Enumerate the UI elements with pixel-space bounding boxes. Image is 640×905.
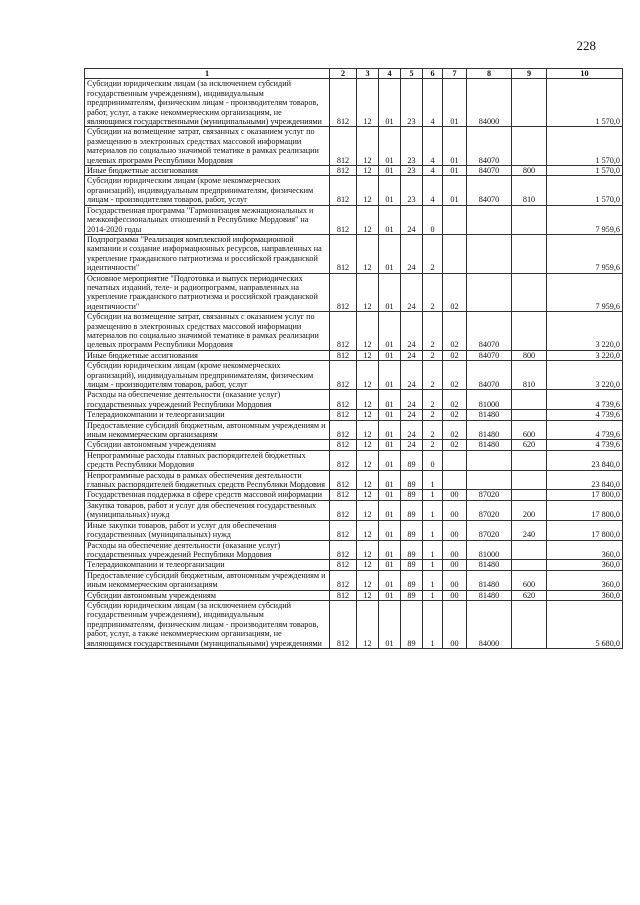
cell-event-code: 02	[443, 312, 467, 351]
cell-expense-type-code	[512, 540, 547, 560]
cell-subsection-code: 01	[379, 205, 401, 234]
cell-amount: 360,0	[547, 590, 623, 600]
cell-subsection-code: 01	[379, 176, 401, 205]
header-row	[85, 69, 623, 79]
table-row	[85, 205, 623, 234]
cell-ministry-code: 812	[330, 540, 357, 560]
cell-subprogram-code: 1	[423, 470, 443, 490]
cell-subprogram-code: 1	[423, 560, 443, 570]
cell-event-code	[443, 234, 467, 273]
cell-subprogram-code: 2	[423, 420, 443, 440]
cell-event-code: 00	[443, 540, 467, 560]
cell-expense-type-code	[512, 127, 547, 166]
cell-ministry-code: 812	[330, 560, 357, 570]
cell-program-code: 23	[401, 79, 423, 127]
table-row	[85, 176, 623, 205]
cell-subprogram-code: 2	[423, 440, 443, 450]
cell-section-code: 12	[357, 234, 379, 273]
cell-direction-code	[467, 205, 512, 234]
cell-item-name: Субсидии юридическим лицам (кроме некоммерческих организаций), индивидуальным предпринимателям, физическим лицам - производителям товаров, работ, услуг	[85, 361, 330, 390]
table-row	[85, 350, 623, 360]
cell-expense-type-code	[512, 234, 547, 273]
cell-event-code: 02	[443, 390, 467, 410]
header-cell-3: 3	[357, 69, 379, 79]
cell-program-code: 24	[401, 205, 423, 234]
cell-ministry-code: 812	[330, 273, 357, 312]
cell-ministry-code: 812	[330, 350, 357, 360]
cell-direction-code: 84000	[467, 600, 512, 648]
cell-direction-code: 81000	[467, 390, 512, 410]
cell-event-code: 02	[443, 361, 467, 390]
cell-expense-type-code: 200	[512, 500, 547, 520]
cell-expense-type-code	[512, 79, 547, 127]
cell-subsection-code: 01	[379, 540, 401, 560]
cell-item-name: Государственная поддержка в сфере средств массовой информации	[85, 490, 330, 500]
cell-subsection-code: 01	[379, 450, 401, 470]
table-body	[85, 79, 623, 649]
cell-amount: 360,0	[547, 540, 623, 560]
cell-event-code: 00	[443, 560, 467, 570]
cell-subprogram-code: 1	[423, 490, 443, 500]
cell-section-code: 12	[357, 390, 379, 410]
cell-section-code: 12	[357, 600, 379, 648]
cell-subprogram-code: 4	[423, 176, 443, 205]
cell-subsection-code: 01	[379, 420, 401, 440]
table-row	[85, 570, 623, 590]
cell-program-code: 24	[401, 234, 423, 273]
cell-subsection-code: 01	[379, 440, 401, 450]
cell-subsection-code: 01	[379, 234, 401, 273]
cell-program-code: 89	[401, 560, 423, 570]
cell-ministry-code: 812	[330, 490, 357, 500]
cell-subprogram-code: 2	[423, 273, 443, 312]
cell-subsection-code: 01	[379, 500, 401, 520]
cell-subsection-code: 01	[379, 79, 401, 127]
cell-subprogram-code: 1	[423, 590, 443, 600]
cell-expense-type-code: 240	[512, 520, 547, 540]
header-cell-10: 10	[547, 69, 623, 79]
table-row	[85, 540, 623, 560]
cell-program-code: 89	[401, 520, 423, 540]
cell-expense-type-code: 600	[512, 570, 547, 590]
cell-direction-code: 87020	[467, 520, 512, 540]
table-row	[85, 234, 623, 273]
cell-direction-code	[467, 470, 512, 490]
cell-expense-type-code	[512, 390, 547, 410]
cell-item-name: Субсидии автономным учреждениям	[85, 590, 330, 600]
cell-section-code: 12	[357, 490, 379, 500]
cell-event-code: 00	[443, 500, 467, 520]
cell-section-code: 12	[357, 127, 379, 166]
cell-section-code: 12	[357, 520, 379, 540]
cell-expense-type-code: 620	[512, 590, 547, 600]
cell-subprogram-code: 2	[423, 410, 443, 420]
cell-program-code: 24	[401, 361, 423, 390]
cell-direction-code: 81480	[467, 420, 512, 440]
cell-ministry-code: 812	[330, 234, 357, 273]
table-row	[85, 166, 623, 176]
cell-section-code: 12	[357, 166, 379, 176]
cell-direction-code: 81480	[467, 440, 512, 450]
cell-subsection-code: 01	[379, 590, 401, 600]
cell-program-code: 24	[401, 390, 423, 410]
cell-program-code: 89	[401, 490, 423, 500]
cell-ministry-code: 812	[330, 590, 357, 600]
cell-section-code: 12	[357, 420, 379, 440]
cell-direction-code: 84000	[467, 79, 512, 127]
cell-ministry-code: 812	[330, 361, 357, 390]
cell-direction-code: 81480	[467, 570, 512, 590]
cell-direction-code: 87020	[467, 490, 512, 500]
cell-amount: 4 739,6	[547, 390, 623, 410]
cell-ministry-code: 812	[330, 79, 357, 127]
cell-direction-code: 84070	[467, 350, 512, 360]
cell-event-code	[443, 450, 467, 470]
cell-ministry-code: 812	[330, 127, 357, 166]
table-row	[85, 312, 623, 351]
header-cell-1: 1	[85, 69, 330, 79]
cell-item-name: Предоставление субсидий бюджетным, автономным учреждениям и иным некоммерческим организациям	[85, 570, 330, 590]
cell-direction-code: 81480	[467, 590, 512, 600]
cell-item-name: Иные закупки товаров, работ и услуг для обеспечения государственных (муниципальных) нужд	[85, 520, 330, 540]
cell-expense-type-code	[512, 470, 547, 490]
cell-expense-type-code	[512, 410, 547, 420]
cell-ministry-code: 812	[330, 312, 357, 351]
cell-subprogram-code: 0	[423, 205, 443, 234]
cell-direction-code: 81480	[467, 410, 512, 420]
cell-program-code: 24	[401, 420, 423, 440]
table-row	[85, 600, 623, 648]
cell-event-code: 02	[443, 410, 467, 420]
cell-amount: 1 570,0	[547, 79, 623, 127]
header-cell-6: 6	[423, 69, 443, 79]
cell-amount: 3 220,0	[547, 312, 623, 351]
cell-subsection-code: 01	[379, 312, 401, 351]
cell-subsection-code: 01	[379, 520, 401, 540]
cell-direction-code	[467, 273, 512, 312]
cell-direction-code: 84070	[467, 361, 512, 390]
cell-direction-code: 81000	[467, 540, 512, 560]
cell-section-code: 12	[357, 312, 379, 351]
cell-program-code: 24	[401, 350, 423, 360]
cell-direction-code	[467, 450, 512, 470]
cell-ministry-code: 812	[330, 176, 357, 205]
cell-program-code: 89	[401, 570, 423, 590]
header-cell-8: 8	[467, 69, 512, 79]
cell-direction-code: 81480	[467, 560, 512, 570]
cell-item-name: Субсидии юридическим лицам (кроме некоммерческих организаций), индивидуальным предпринимателям, физическим лицам - производителям товаров, работ, услуг	[85, 176, 330, 205]
cell-event-code: 02	[443, 350, 467, 360]
cell-section-code: 12	[357, 410, 379, 420]
cell-item-name: Расходы на обеспечение деятельности (оказание услуг) государственных учреждений Республики Мордовия	[85, 540, 330, 560]
cell-section-code: 12	[357, 361, 379, 390]
cell-amount: 7 959,6	[547, 234, 623, 273]
cell-section-code: 12	[357, 450, 379, 470]
cell-expense-type-code	[512, 600, 547, 648]
cell-program-code: 89	[401, 600, 423, 648]
cell-item-name: Закупка товаров, работ и услуг для обеспечения государственных (муниципальных) нужд	[85, 500, 330, 520]
cell-direction-code: 87020	[467, 500, 512, 520]
cell-amount: 23 840,0	[547, 450, 623, 470]
cell-ministry-code: 812	[330, 166, 357, 176]
cell-amount: 3 220,0	[547, 361, 623, 390]
cell-item-name: Основное мероприятие "Подготовка и выпуск периодических печатных изданий, теле- и радиопрограмм, направленных на укрепление гражданского патриотизма и российской гражданской идентичности"	[85, 273, 330, 312]
cell-amount: 360,0	[547, 570, 623, 590]
cell-subprogram-code: 4	[423, 79, 443, 127]
cell-amount: 360,0	[547, 560, 623, 570]
cell-program-code: 89	[401, 500, 423, 520]
cell-amount: 7 959,6	[547, 273, 623, 312]
cell-item-name: Телерадиокомпании и телеорганизации	[85, 560, 330, 570]
cell-item-name: Субсидии юридическим лицам (за исключением субсидий государственным учреждениям), индивидуальным предпринимателям, физическим лицам - производителям товаров, работ, услуг, а также некоммерческим организациям, не являющимся государственными (муниципальными) учреждениями	[85, 79, 330, 127]
cell-expense-type-code	[512, 312, 547, 351]
cell-subsection-code: 01	[379, 470, 401, 490]
cell-event-code	[443, 470, 467, 490]
table-row	[85, 127, 623, 166]
cell-subprogram-code: 2	[423, 361, 443, 390]
cell-expense-type-code: 620	[512, 440, 547, 450]
table-row	[85, 79, 623, 127]
cell-subprogram-code: 4	[423, 166, 443, 176]
header-cell-5: 5	[401, 69, 423, 79]
cell-amount: 17 800,0	[547, 490, 623, 500]
cell-ministry-code: 812	[330, 205, 357, 234]
cell-subprogram-code: 1	[423, 500, 443, 520]
cell-direction-code: 84070	[467, 312, 512, 351]
cell-item-name: Государственная программа "Гармонизация межнациональных и межконфессиональных отношений в Республике Мордовия" на 2014-2020 годы	[85, 205, 330, 234]
header-cell-2: 2	[330, 69, 357, 79]
cell-section-code: 12	[357, 470, 379, 490]
cell-event-code: 00	[443, 590, 467, 600]
cell-event-code: 02	[443, 440, 467, 450]
cell-subsection-code: 01	[379, 127, 401, 166]
cell-program-code: 23	[401, 166, 423, 176]
cell-section-code: 12	[357, 273, 379, 312]
cell-item-name: Подпрограмма "Реализация комплексной информационной кампании и создание информационных ресурсов, направленных на укрепление гражданского патриотизма и российской гражданской идентичности"	[85, 234, 330, 273]
cell-event-code: 01	[443, 176, 467, 205]
cell-direction-code: 84070	[467, 166, 512, 176]
table-row	[85, 440, 623, 450]
cell-subprogram-code: 1	[423, 540, 443, 560]
cell-ministry-code: 812	[330, 520, 357, 540]
budget-table	[84, 68, 623, 649]
cell-subsection-code: 01	[379, 600, 401, 648]
cell-ministry-code: 812	[330, 570, 357, 590]
table-row	[85, 361, 623, 390]
cell-expense-type-code: 800	[512, 166, 547, 176]
cell-section-code: 12	[357, 440, 379, 450]
cell-event-code: 00	[443, 490, 467, 500]
cell-subsection-code: 01	[379, 570, 401, 590]
cell-item-name: Предоставление субсидий бюджетным, автономным учреждениям и иным некоммерческим организациям	[85, 420, 330, 440]
cell-subsection-code: 01	[379, 560, 401, 570]
cell-event-code: 00	[443, 600, 467, 648]
cell-subprogram-code: 2	[423, 350, 443, 360]
cell-subsection-code: 01	[379, 410, 401, 420]
cell-expense-type-code: 800	[512, 350, 547, 360]
cell-item-name: Субсидии автономным учреждениям	[85, 440, 330, 450]
cell-section-code: 12	[357, 79, 379, 127]
cell-event-code: 00	[443, 570, 467, 590]
cell-ministry-code: 812	[330, 470, 357, 490]
cell-ministry-code: 812	[330, 420, 357, 440]
cell-section-code: 12	[357, 570, 379, 590]
cell-direction-code: 84070	[467, 127, 512, 166]
cell-section-code: 12	[357, 205, 379, 234]
cell-program-code: 23	[401, 176, 423, 205]
cell-direction-code: 84070	[467, 176, 512, 205]
cell-section-code: 12	[357, 540, 379, 560]
cell-expense-type-code	[512, 273, 547, 312]
cell-event-code: 02	[443, 420, 467, 440]
cell-ministry-code: 812	[330, 450, 357, 470]
cell-item-name: Иные бюджетные ассигнования	[85, 350, 330, 360]
cell-subprogram-code: 1	[423, 520, 443, 540]
cell-program-code: 24	[401, 273, 423, 312]
cell-event-code: 00	[443, 520, 467, 540]
cell-program-code: 23	[401, 127, 423, 166]
cell-expense-type-code	[512, 560, 547, 570]
cell-program-code: 24	[401, 440, 423, 450]
cell-expense-type-code	[512, 450, 547, 470]
page-number: 228	[576, 38, 596, 53]
header-cell-7: 7	[443, 69, 467, 79]
cell-amount: 3 220,0	[547, 350, 623, 360]
cell-ministry-code: 812	[330, 390, 357, 410]
cell-ministry-code: 812	[330, 600, 357, 648]
cell-item-name: Расходы на обеспечение деятельности (оказание услуг) государственных учреждений Республики Мордовия	[85, 390, 330, 410]
cell-program-code: 89	[401, 470, 423, 490]
cell-subsection-code: 01	[379, 166, 401, 176]
cell-section-code: 12	[357, 500, 379, 520]
cell-event-code: 01	[443, 127, 467, 166]
cell-subprogram-code: 2	[423, 390, 443, 410]
table-row	[85, 590, 623, 600]
cell-item-name: Иные бюджетные ассигнования	[85, 166, 330, 176]
cell-item-name: Субсидии юридическим лицам (за исключением субсидий государственным учреждениям), индивидуальным предпринимателям, физическим лицам - производителям товаров, работ, услуг, а также некоммерческим организациям, не являющимся государственными (муниципальными) учреждениями	[85, 600, 330, 648]
cell-ministry-code: 812	[330, 410, 357, 420]
table-row	[85, 560, 623, 570]
cell-subprogram-code: 2	[423, 312, 443, 351]
cell-subprogram-code: 4	[423, 127, 443, 166]
cell-program-code: 24	[401, 410, 423, 420]
cell-amount: 17 800,0	[547, 520, 623, 540]
cell-amount: 5 680,0	[547, 600, 623, 648]
cell-item-name: Телерадиокомпании и телеорганизации	[85, 410, 330, 420]
cell-expense-type-code	[512, 205, 547, 234]
cell-item-name: Непрограммные расходы главных распорядителей бюджетных средств Республики Мордовия	[85, 450, 330, 470]
header-cell-4: 4	[379, 69, 401, 79]
table-row	[85, 420, 623, 440]
cell-expense-type-code: 600	[512, 420, 547, 440]
cell-event-code	[443, 205, 467, 234]
table-row	[85, 450, 623, 470]
cell-amount: 4 739,6	[547, 440, 623, 450]
cell-subsection-code: 01	[379, 390, 401, 410]
cell-amount: 1 570,0	[547, 127, 623, 166]
cell-program-code: 24	[401, 312, 423, 351]
cell-amount: 1 570,0	[547, 176, 623, 205]
cell-subsection-code: 01	[379, 490, 401, 500]
cell-subprogram-code: 2	[423, 234, 443, 273]
cell-ministry-code: 812	[330, 500, 357, 520]
cell-event-code: 01	[443, 166, 467, 176]
cell-direction-code	[467, 234, 512, 273]
cell-amount: 4 739,6	[547, 420, 623, 440]
cell-subprogram-code: 0	[423, 450, 443, 470]
table-row	[85, 410, 623, 420]
cell-subprogram-code: 1	[423, 570, 443, 590]
cell-subsection-code: 01	[379, 273, 401, 312]
cell-ministry-code: 812	[330, 440, 357, 450]
cell-item-name: Непрограммные расходы в рамках обеспечения деятельности главных распорядителей бюджетных средств Республики Мордовия	[85, 470, 330, 490]
cell-item-name: Субсидии на возмещение затрат, связанных с оказанием услуг по размещению в электронных средствах массовой информации материалов по социально значимой тематике в рамках реализации целевых программ Республики Мордовия	[85, 127, 330, 166]
cell-subsection-code: 01	[379, 350, 401, 360]
table-row	[85, 470, 623, 490]
cell-amount: 4 739,6	[547, 410, 623, 420]
cell-amount: 23 840,0	[547, 470, 623, 490]
cell-item-name: Субсидии на возмещение затрат, связанных с оказанием услуг по размещению в электронных средствах массовой информации материалов по социально значимой тематике в рамках реализации целевых программ Республики Мордовия	[85, 312, 330, 351]
cell-section-code: 12	[357, 560, 379, 570]
cell-amount: 7 959,6	[547, 205, 623, 234]
cell-expense-type-code	[512, 490, 547, 500]
cell-amount: 1 570,0	[547, 166, 623, 176]
cell-section-code: 12	[357, 590, 379, 600]
cell-program-code: 89	[401, 450, 423, 470]
cell-expense-type-code: 810	[512, 176, 547, 205]
cell-section-code: 12	[357, 176, 379, 205]
cell-expense-type-code: 810	[512, 361, 547, 390]
cell-event-code: 01	[443, 79, 467, 127]
cell-program-code: 89	[401, 590, 423, 600]
table-row	[85, 273, 623, 312]
cell-subsection-code: 01	[379, 361, 401, 390]
header-cell-9: 9	[512, 69, 547, 79]
table-row	[85, 520, 623, 540]
cell-section-code: 12	[357, 350, 379, 360]
table-row	[85, 490, 623, 500]
cell-event-code: 02	[443, 273, 467, 312]
table-row	[85, 500, 623, 520]
table-row	[85, 390, 623, 410]
cell-amount: 17 800,0	[547, 500, 623, 520]
cell-program-code: 89	[401, 540, 423, 560]
cell-subprogram-code: 1	[423, 600, 443, 648]
